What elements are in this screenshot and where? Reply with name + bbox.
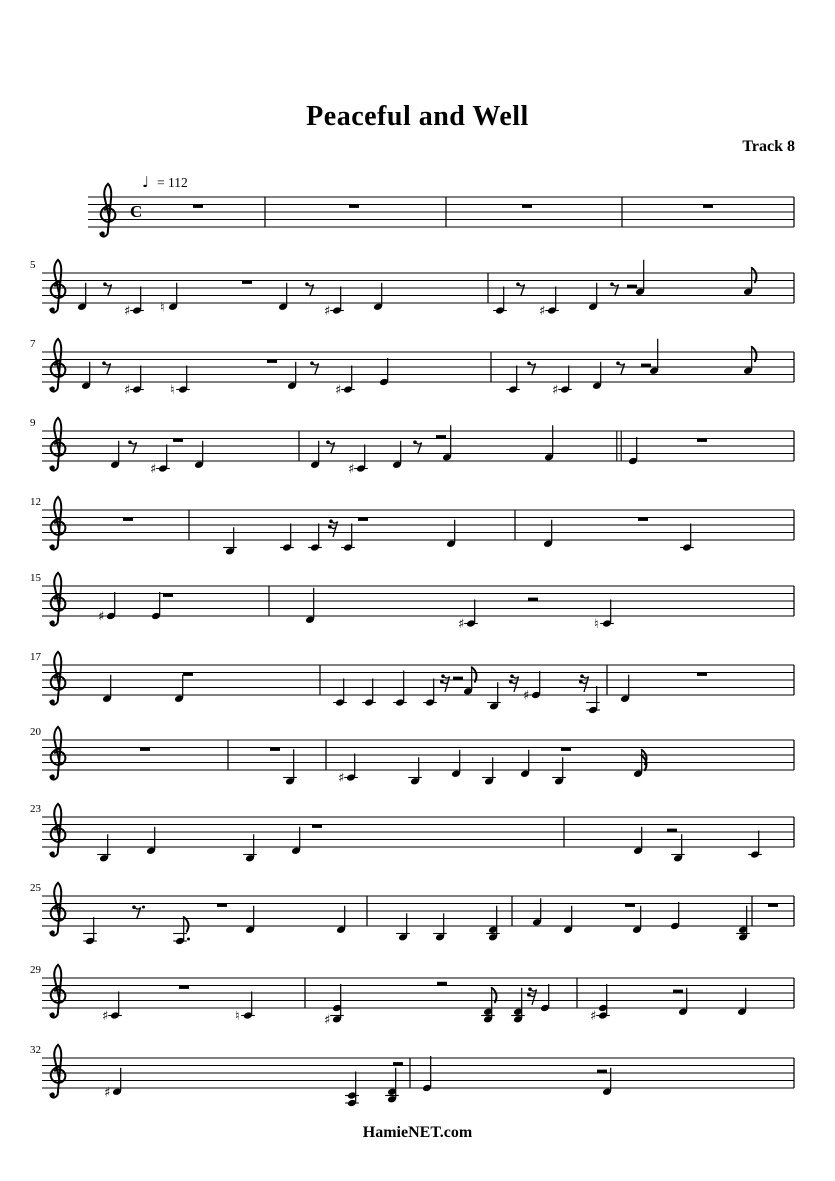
quarter-note <box>743 347 757 375</box>
whole-rest <box>242 281 252 284</box>
treble-clef-icon <box>100 184 115 237</box>
eighth-rest <box>326 440 334 454</box>
whole-rest <box>697 439 707 442</box>
quarter-note <box>308 524 322 552</box>
sharp-accidental: ♯ <box>523 688 530 704</box>
sharp-accidental: ♯ <box>102 1009 109 1024</box>
staff-system <box>30 726 794 786</box>
half-rest <box>667 829 677 832</box>
quarter-note <box>628 437 638 465</box>
treble-clef-icon <box>50 652 65 705</box>
quarter-note <box>102 675 112 703</box>
whole-rest <box>193 205 203 208</box>
quarter-note <box>532 898 542 926</box>
treble-clef-icon <box>50 339 65 392</box>
staff-system <box>30 1044 794 1107</box>
treble-clef-icon <box>50 418 65 471</box>
sharp-accidental: ♯ <box>324 1012 331 1028</box>
chord <box>345 1072 359 1108</box>
quarter-note <box>422 1056 432 1092</box>
sharp-accidental: ♯ <box>552 383 559 398</box>
whole-rest <box>270 748 280 751</box>
sharp-accidental: ♯ <box>150 462 157 477</box>
quarter-note <box>194 441 204 469</box>
sharp-accidental: ♯ <box>335 383 342 398</box>
staff-system <box>30 803 794 863</box>
quarter-note <box>552 757 566 785</box>
quarter-note <box>632 906 642 934</box>
quarter-note <box>633 827 643 855</box>
eighth-rest <box>103 282 111 296</box>
half-rest <box>436 435 446 438</box>
quarter-note <box>493 287 507 315</box>
treble-clef-icon <box>50 883 65 936</box>
quarter-note <box>520 750 530 778</box>
quarter-note <box>592 362 602 390</box>
sixteenth-rest <box>527 987 537 1005</box>
sixteenth-rest <box>440 674 450 692</box>
whole-rest <box>703 205 713 208</box>
eighth-rest <box>310 361 318 375</box>
staff-system <box>30 259 794 319</box>
half-rest <box>673 990 683 993</box>
whole-rest <box>437 982 447 985</box>
sharp-accidental: ♯ <box>590 1009 597 1024</box>
quarter-note <box>543 520 553 548</box>
quarter-note <box>97 834 111 862</box>
eighth-rest <box>527 361 535 375</box>
whole-rest <box>358 518 368 521</box>
quarter-note <box>373 283 383 311</box>
quarter-note <box>451 750 461 778</box>
quarter-note <box>540 984 550 1012</box>
quarter-note <box>743 268 757 296</box>
quarter-note <box>81 362 91 390</box>
whole-rest <box>561 748 571 751</box>
quarter-note <box>310 441 320 469</box>
measure-number: 5 <box>30 259 36 271</box>
treble-clef-icon <box>50 727 65 780</box>
quarter-note <box>287 362 297 390</box>
staff-system <box>88 173 794 237</box>
measure-number: 17 <box>30 651 41 663</box>
treble-clef-icon <box>50 1045 65 1098</box>
eighth-rest <box>516 282 524 296</box>
staff-system <box>30 338 794 398</box>
eighth-rest <box>132 905 145 919</box>
whole-rest <box>625 904 635 907</box>
quarter-note <box>670 902 680 930</box>
staff-system <box>30 417 794 477</box>
quarter-note <box>336 906 346 934</box>
treble-clef-icon <box>50 497 65 550</box>
quarter-note <box>586 686 600 714</box>
quarter-note <box>83 917 97 945</box>
quarter-note <box>379 358 389 386</box>
staff-system <box>30 651 794 714</box>
sixteenth-rest <box>579 674 589 692</box>
quarter-note <box>245 906 255 934</box>
treble-clef-icon <box>50 260 65 313</box>
quarter-note <box>433 913 447 941</box>
quarter-note <box>333 679 347 707</box>
quarter-note <box>173 917 190 945</box>
sharp-accidental: ♯ <box>338 771 345 786</box>
quarter-note <box>396 913 410 941</box>
quarter-note <box>223 527 237 555</box>
half-rest <box>528 598 538 601</box>
eighth-rest <box>128 440 136 454</box>
whole-rest <box>638 518 648 521</box>
sixteenth-rest <box>328 519 338 537</box>
staff-system <box>30 572 794 632</box>
whole-rest <box>768 904 778 907</box>
quarter-note <box>423 679 437 707</box>
quarter-note <box>77 283 87 311</box>
measure-number: 12 <box>30 496 41 508</box>
quarter-note <box>620 675 630 703</box>
quarter-note <box>649 339 659 375</box>
quarter-note <box>174 675 184 703</box>
quarter-note <box>748 831 762 859</box>
quarter-note <box>446 520 456 548</box>
eighth-rest <box>305 282 313 296</box>
half-rest <box>453 677 463 680</box>
treble-clef-icon <box>50 804 65 857</box>
whole-rest <box>312 825 322 828</box>
staff-system <box>30 882 794 945</box>
staff-system <box>30 964 794 1028</box>
whole-rest <box>267 360 277 363</box>
whole-rest <box>349 205 359 208</box>
quarter-note <box>563 906 573 934</box>
sharp-accidental: ♯ <box>98 609 105 625</box>
staff-system <box>30 496 794 556</box>
measure-number: 32 <box>30 1044 41 1056</box>
chord <box>324 984 344 1028</box>
measure-number: 29 <box>30 964 41 976</box>
quarter-note <box>737 988 747 1016</box>
sharp-accidental: ♯ <box>458 617 465 632</box>
measure-number: 25 <box>30 882 41 894</box>
tempo-note-icon: ♩ <box>142 173 150 191</box>
note-flag <box>184 917 189 932</box>
quarter-note <box>278 283 288 311</box>
half-rest <box>627 285 637 288</box>
sharp-accidental: ♯ <box>324 304 331 319</box>
half-rest <box>393 1062 403 1065</box>
quarter-note <box>671 834 685 862</box>
quarter-note <box>680 524 694 552</box>
sharp-accidental: ♯ <box>124 304 131 319</box>
quarter-note <box>280 524 294 552</box>
treble-clef-icon <box>50 573 65 626</box>
whole-rest <box>173 439 183 442</box>
quarter-note <box>146 827 156 855</box>
quarter-note <box>341 524 355 552</box>
eighth-rest <box>102 361 110 375</box>
quarter-note <box>243 834 257 862</box>
quarter-note <box>408 757 422 785</box>
quarter-note <box>482 757 496 785</box>
natural-accidental: ♮ <box>235 1009 240 1024</box>
whole-rest <box>123 518 133 521</box>
eighth-rest <box>616 361 624 375</box>
sharp-accidental: ♯ <box>539 304 546 319</box>
footer-site-label: HamieNET.com <box>362 1124 473 1141</box>
quarter-note <box>463 667 477 695</box>
quarter-note <box>487 682 501 710</box>
measure-number: 20 <box>30 726 41 738</box>
whole-rest <box>522 205 532 208</box>
quarter-note <box>362 679 376 707</box>
measure-number: 7 <box>30 338 36 350</box>
eighth-rest <box>610 282 618 296</box>
whole-rest <box>179 986 189 989</box>
sixteenth-rest <box>509 674 519 692</box>
chord <box>590 984 610 1024</box>
eighth-rest <box>413 440 421 454</box>
quarter-note <box>110 441 120 469</box>
treble-clef-icon <box>50 965 65 1018</box>
measure-number: 23 <box>30 803 41 815</box>
whole-rest <box>140 748 150 751</box>
natural-accidental: ♮ <box>594 617 599 632</box>
augmentation-dot <box>187 938 190 941</box>
half-rest <box>597 1070 607 1073</box>
whole-rest <box>697 673 707 676</box>
quarter-note <box>506 366 520 394</box>
sharp-accidental: ♯ <box>348 462 355 477</box>
quarter-note <box>393 671 407 707</box>
page-title: Peaceful and Well <box>306 101 529 132</box>
quarter-note <box>588 283 598 311</box>
whole-rest <box>217 904 227 907</box>
measure-number: 9 <box>30 417 36 429</box>
natural-accidental: ♮ <box>160 300 165 316</box>
time-signature: C <box>130 202 143 221</box>
sharp-accidental: ♯ <box>124 383 131 398</box>
quarter-note <box>392 441 402 469</box>
quarter-note <box>633 750 647 778</box>
measure-number: 15 <box>30 572 41 584</box>
sharp-accidental: ♯ <box>104 1085 111 1101</box>
track-label: Track 8 <box>742 138 795 155</box>
natural-accidental: ♮ <box>170 383 175 398</box>
quarter-note <box>635 260 645 296</box>
whole-rest <box>183 673 193 676</box>
quarter-note <box>291 827 301 855</box>
whole-rest <box>163 594 173 597</box>
quarter-note <box>151 592 161 620</box>
half-rest <box>641 364 651 367</box>
tempo-marking: = 112 <box>157 175 188 190</box>
